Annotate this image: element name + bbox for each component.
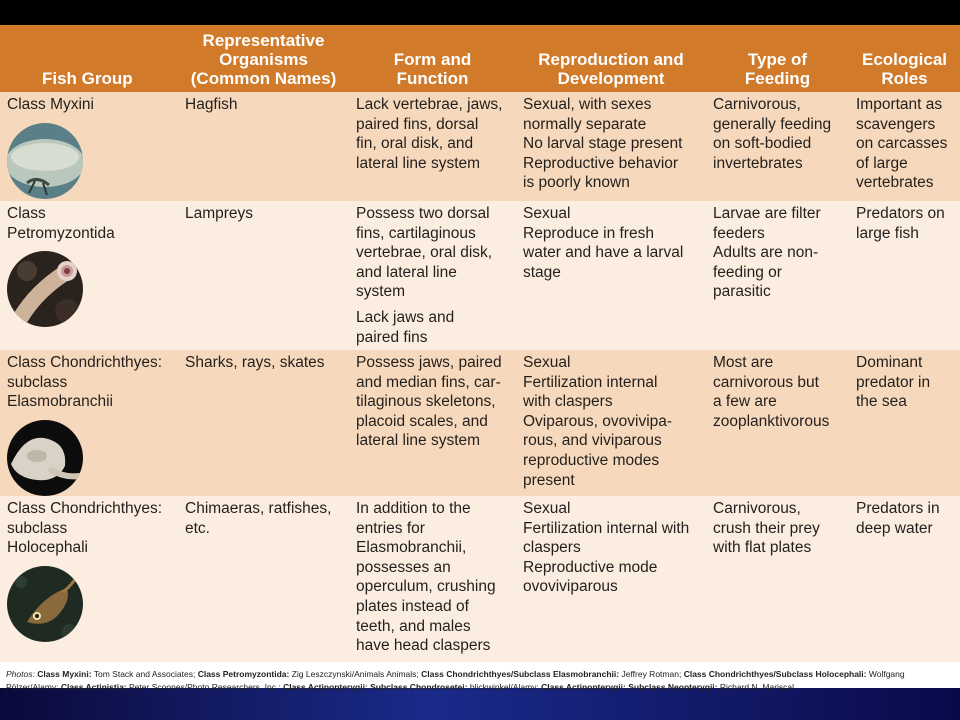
cell-text-line: Sexual bbox=[523, 500, 571, 517]
header-text-line: Development bbox=[557, 69, 665, 88]
cell-text-line: feeders bbox=[713, 224, 765, 242]
cell-reproduction bbox=[516, 92, 706, 201]
cell-text-line: Sharks, rays, skates bbox=[185, 354, 325, 371]
cell-text-line: on carcasses bbox=[856, 135, 948, 153]
credit-source: Zig Leszczynski/Animals Animals; bbox=[291, 669, 419, 679]
cell-text-line: stage bbox=[523, 263, 561, 281]
photo-credits bbox=[6, 668, 954, 694]
header-form-function bbox=[349, 25, 516, 92]
cell-text-line: vertebrae, oral disk, bbox=[356, 244, 493, 262]
cell-text-line: entries for bbox=[356, 519, 425, 537]
cell-organisms bbox=[178, 201, 349, 350]
cell-text-line: vertebrates bbox=[856, 174, 934, 192]
cell-text-line: Predators on bbox=[856, 205, 945, 222]
header-fish-group bbox=[0, 25, 178, 92]
cell-feeding bbox=[706, 92, 849, 201]
cell-text-line: and lateral line bbox=[356, 263, 457, 281]
header-reproduction bbox=[516, 25, 706, 92]
cell-text-line: Possess jaws, paired bbox=[356, 354, 502, 371]
cell-reproduction bbox=[516, 201, 706, 350]
cell-text-line: paired fins, dorsal bbox=[356, 115, 479, 133]
cell-text-line: on soft-bodied bbox=[713, 135, 812, 153]
cell-text-line: Adults are non- bbox=[713, 244, 819, 262]
cell-fish-group bbox=[0, 496, 178, 662]
cell-text-line: fins, cartilaginous bbox=[356, 224, 476, 242]
table-row bbox=[0, 496, 960, 662]
header-text-line: Function bbox=[396, 69, 469, 88]
credit-subject: Class Chondrichthyes/Subclass Holocephali: bbox=[683, 669, 867, 679]
cell-organisms bbox=[178, 92, 349, 201]
header-text-line: Form and bbox=[393, 50, 472, 69]
cell-text-line: generally feeding bbox=[713, 115, 832, 133]
credit-subject: Class Petromyzontida: bbox=[197, 669, 290, 679]
cell-text-line: Reproductive behavior bbox=[523, 154, 679, 172]
cell-text-line: Carnivorous, bbox=[713, 96, 801, 113]
ray-photo bbox=[7, 420, 83, 496]
cell-text-line: teeth, and males bbox=[356, 617, 471, 635]
cell-text-line: Class Chondrichthyes: bbox=[7, 354, 163, 371]
cell-ecological-roles bbox=[849, 496, 960, 662]
cell-ecological-roles bbox=[849, 201, 960, 350]
cell-text-line: Predators in bbox=[856, 500, 940, 517]
cell-text-line: paired fins bbox=[356, 328, 428, 346]
cell-organisms bbox=[178, 350, 349, 496]
cell-feeding bbox=[706, 201, 849, 350]
cell-text-line: lateral line system bbox=[356, 432, 481, 450]
cell-feeding bbox=[706, 496, 849, 662]
cell-text-line: Sexual, with sexes bbox=[523, 96, 652, 113]
cell-text-line: fin, oral disk, and bbox=[356, 135, 474, 153]
table-header-row bbox=[0, 25, 960, 92]
cell-text-line: present bbox=[523, 471, 575, 489]
header-text-line: Feeding bbox=[744, 69, 811, 88]
header-text-line: (Common Names) bbox=[190, 69, 337, 88]
table-sheet bbox=[0, 25, 960, 692]
cell-text-line: Possess two dorsal bbox=[356, 205, 490, 222]
cell-text-line: Larvae are filter bbox=[713, 205, 821, 222]
cell-text-line: Lack jaws and bbox=[356, 308, 455, 326]
cell-text-line: Sexual bbox=[523, 205, 571, 222]
cell-text-line: parasitic bbox=[713, 283, 771, 301]
cell-text-line: of large bbox=[856, 154, 908, 172]
cell-text-line: Reproduce in fresh bbox=[523, 224, 654, 242]
header-feeding bbox=[706, 25, 849, 92]
cell-text-line: Dominant bbox=[856, 354, 923, 371]
cell-text-line: ovoviviparous bbox=[523, 578, 618, 596]
table-row bbox=[0, 350, 960, 496]
cell-text-line: Most are bbox=[713, 354, 774, 371]
header-text-line: Ecological bbox=[861, 50, 948, 69]
cell-form-function bbox=[349, 350, 516, 496]
header-text-line: Representative bbox=[202, 31, 325, 50]
cell-text-line: with claspers bbox=[523, 393, 613, 411]
cell-text-line: Fertilization internal bbox=[523, 373, 658, 391]
cell-feeding bbox=[706, 350, 849, 496]
cell-text-line: Holocephali bbox=[7, 539, 88, 557]
cell-text-line: rous, and viviparous bbox=[523, 432, 662, 450]
credit-subject: Class Myxini: bbox=[37, 669, 92, 679]
cell-fish-group bbox=[0, 350, 178, 496]
cell-text-line: Sexual bbox=[523, 354, 571, 371]
header-text-line: Organisms bbox=[219, 50, 308, 69]
cell-text-line: reproductive modes bbox=[523, 451, 660, 469]
lamprey-photo bbox=[7, 251, 83, 327]
cell-text-line: water and have a larval bbox=[523, 244, 684, 262]
cell-text-line: Carnivorous, bbox=[713, 500, 801, 517]
cell-text-line: normally separate bbox=[523, 115, 647, 133]
cell-text-line: Class Chondrichthyes: bbox=[7, 500, 163, 517]
header-text-line: Fish Group bbox=[42, 69, 133, 88]
credit-subject: Class Chondrichthyes/Subclass Elasmobranchii: bbox=[421, 669, 620, 679]
cell-text-line: Elasmobranchii, bbox=[356, 539, 467, 557]
cell-form-function bbox=[349, 92, 516, 201]
cell-text-line: Reproductive mode bbox=[523, 558, 658, 576]
chimaera-photo bbox=[7, 566, 83, 642]
header-organisms bbox=[178, 25, 349, 92]
cell-ecological-roles bbox=[849, 350, 960, 496]
cell-text-line: lateral line system bbox=[356, 154, 481, 172]
cell-text-line: large fish bbox=[856, 224, 919, 242]
cell-text-line: Hagfish bbox=[185, 96, 238, 113]
credit-source: blickwinkel/Alamy; bbox=[469, 682, 539, 692]
cell-text-line: scavengers bbox=[856, 115, 936, 133]
cell-text-line: system bbox=[356, 283, 406, 301]
cell-text-line: Elasmobranchii bbox=[7, 393, 113, 411]
fish-groups-table bbox=[0, 25, 960, 662]
cell-text-line: plates instead of bbox=[356, 597, 469, 615]
credit-source: Richard N. Mariscal. bbox=[719, 682, 797, 692]
cell-text-line: carnivorous but bbox=[713, 373, 819, 391]
cell-text-line: Class Myxini bbox=[7, 96, 94, 113]
header-text-line: Type of bbox=[747, 50, 808, 69]
cell-text-line: deep water bbox=[856, 519, 933, 537]
cell-form-function bbox=[349, 201, 516, 350]
cell-text-line: the sea bbox=[856, 393, 907, 411]
cell-text-line: Chimaeras, ratfishes, bbox=[185, 500, 332, 517]
cell-text-line: In addition to the bbox=[356, 500, 471, 517]
cell-text-line: operculum, crushing bbox=[356, 578, 496, 596]
cell-text-line: zooplanktivorous bbox=[713, 412, 830, 430]
cell-text-line: etc. bbox=[185, 519, 210, 537]
header-text-line: Roles bbox=[881, 69, 928, 88]
hagfish-photo bbox=[7, 123, 83, 199]
cell-text-line: crush their prey bbox=[713, 519, 820, 537]
credit-source: Wolfgang Pölzer/Alamy; bbox=[6, 669, 905, 692]
cell-text-line: have head claspers bbox=[356, 637, 491, 655]
cell-form-function bbox=[349, 496, 516, 662]
cell-text-line: No larval stage present bbox=[523, 135, 683, 153]
cell-text-line: tilaginous skeletons, bbox=[356, 393, 496, 411]
cell-text-line: Class bbox=[7, 205, 46, 222]
credits-label: Photos: bbox=[6, 669, 35, 679]
cell-text-line: Fertilization internal with bbox=[523, 519, 690, 537]
cell-organisms bbox=[178, 496, 349, 662]
cell-text-line: Lack vertebrae, jaws, bbox=[356, 96, 503, 113]
cell-text-line: feeding or bbox=[713, 263, 782, 281]
cell-text-line: possesses an bbox=[356, 558, 451, 576]
cell-text-line: a few are bbox=[713, 393, 777, 411]
cell-text-line: predator in bbox=[856, 373, 931, 391]
cell-text-line: placoid scales, and bbox=[356, 412, 488, 430]
cell-text-line: subclass bbox=[7, 373, 68, 391]
cell-text-line: is poorly known bbox=[523, 174, 630, 192]
credit-source: Peter Scoones/Photo Researchers, Inc.; bbox=[129, 682, 281, 692]
credit-subject: Class Actinistia: bbox=[60, 682, 127, 692]
cell-fish-group bbox=[0, 201, 178, 350]
credit-subject: Class Actinopterygii: Subclass Neopterygii: bbox=[541, 682, 718, 692]
cell-text-line: Petromyzontida bbox=[7, 224, 115, 242]
header-text-line: Reproduction and bbox=[538, 50, 684, 69]
credit-source: Tom Stack and Associates; bbox=[93, 669, 196, 679]
cell-reproduction bbox=[516, 496, 706, 662]
cell-text-line: Oviparous, ovovivipa- bbox=[523, 412, 673, 430]
credit-source: Jeffrey Rotman; bbox=[621, 669, 682, 679]
table-row bbox=[0, 92, 960, 201]
credit-subject: Class Actinopterygii: Subclass Chondrosetei: bbox=[283, 682, 468, 692]
cell-text-line: Lampreys bbox=[185, 205, 254, 222]
cell-text-line: with flat plates bbox=[713, 539, 812, 557]
cell-text-line: claspers bbox=[523, 539, 581, 557]
cell-text-line: invertebrates bbox=[713, 154, 803, 172]
header-ecological-roles bbox=[849, 25, 960, 92]
cell-text-line: and median fins, car- bbox=[356, 373, 501, 391]
cell-text-line: Important as bbox=[856, 96, 943, 113]
cell-text-line: subclass bbox=[7, 519, 68, 537]
cell-reproduction bbox=[516, 350, 706, 496]
table-row bbox=[0, 201, 960, 350]
cell-ecological-roles bbox=[849, 92, 960, 201]
cell-fish-group bbox=[0, 92, 178, 201]
cell-extra-paragraph bbox=[356, 308, 510, 347]
